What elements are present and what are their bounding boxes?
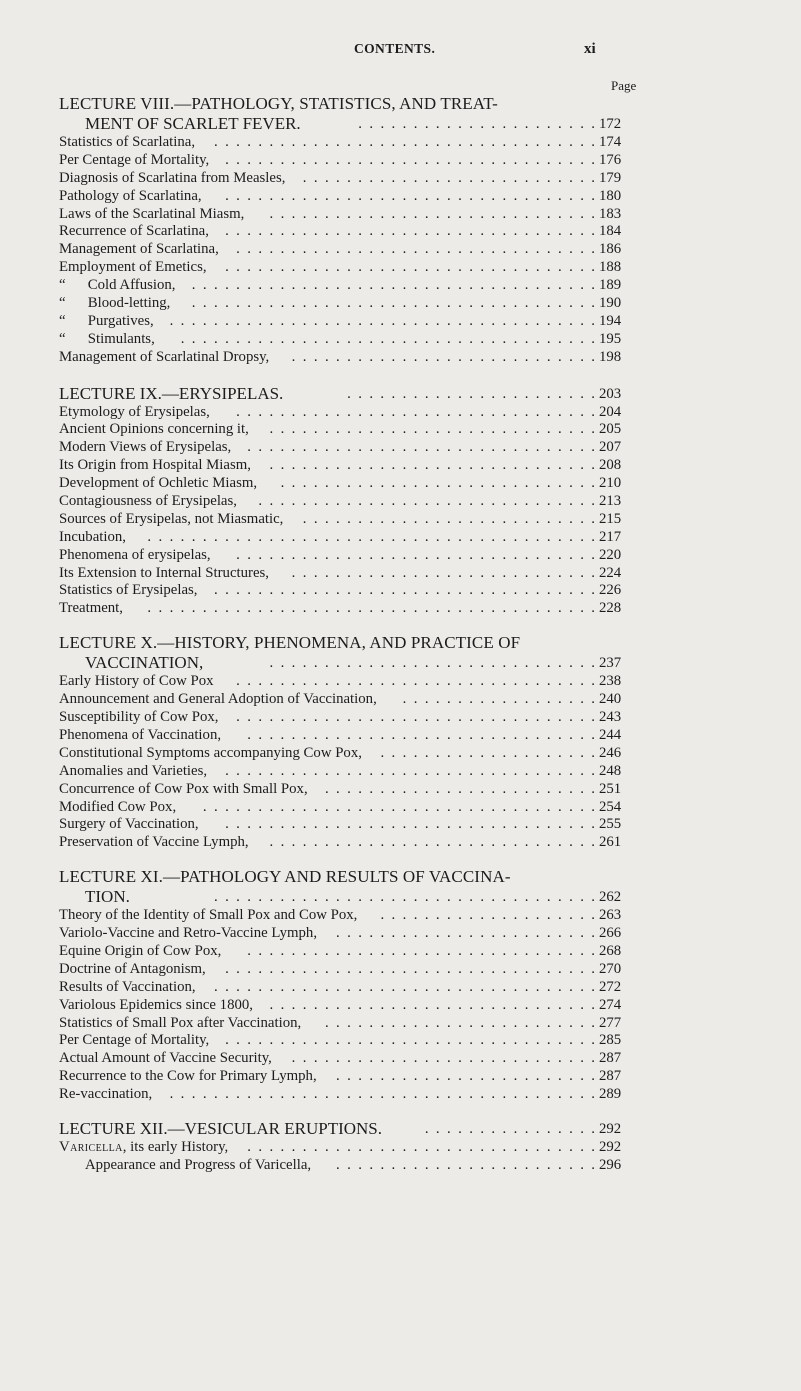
dot-leader: . . . . . . . . . . . . . . . . . . . . . . . . . [324,780,595,797]
toc-entry [59,547,629,565]
toc-entry-page: 266 [599,925,622,942]
toc-entry [59,816,629,834]
lecture-section [59,867,629,1104]
toc-entry-title: Ancient Opinions concerning it, [59,421,249,438]
toc-entry [59,457,629,475]
toc-entry-page: 263 [599,907,622,924]
lecture-page-number: 292 [599,1120,622,1137]
toc-entry-title: Recurrence to the Cow for Primary Lymph, [59,1068,317,1085]
toc-entry-title: Etymology of Erysipelas, [59,403,210,420]
lecture-page-number: 262 [599,889,622,906]
toc-entry-page: 183 [599,205,622,222]
dot-leader: . . . . . . . . . . . . . . . . . . . . . . . . . . . . . . . . . . [225,151,595,168]
toc-entry [59,529,629,547]
toc-entry-title: Surgery of Vaccination, [59,816,199,833]
toc-entry [59,709,629,727]
toc-entry-page: 296 [599,1156,622,1173]
dot-leader: . . . . . . . . . . . . . . . . . . . . . . . . . . . . [291,1050,595,1067]
lecture-title [59,94,629,114]
toc-entry [59,439,629,457]
lecture-section [59,1119,629,1175]
toc-entry-title: Modern Views of Erysipelas, [59,439,232,456]
toc-entry [59,170,629,188]
toc-entry [59,997,629,1015]
toc-entry-page: 285 [599,1032,622,1049]
dot-leader: . . . . . . . . . . . . . . . . . . . . . . . . . . . . . . . . . . . . . [191,277,595,294]
dot-leader: . . . . . . . . . . . . . . . . . . . . . . . . . . . . . [280,475,595,492]
dot-leader: . . . . . . . . . . . . . . . . . . . . . . [358,116,595,132]
lecture-section [59,633,629,852]
toc-entry-title: Variolo-Vaccine and Retro-Vaccine Lymph, [59,925,318,942]
dot-leader: . . . . . . . . . . . . . . . . . . . . . . . [347,385,595,402]
toc-entry [59,745,629,763]
toc-entry-page: 238 [599,673,622,690]
dot-leader: . . . . . . . . . . . . . . . . . . . . . . . . . . . . . . . . . . [225,259,595,276]
dot-leader: . . . . . . . . . . . . . . . . . . [402,691,595,708]
toc-entry-page: 287 [599,1050,622,1067]
toc-entry-page: 186 [599,241,622,258]
dot-leader: . . . . . . . . . . . . . . . . . . . . . . . . . . . . . . . . [247,942,595,959]
dot-leader: . . . . . . . . . . . . . . . . . . . . . . . . . . . . . . [269,834,595,851]
toc-entry-title: Per Centage of Mortality, [59,151,210,168]
toc-entry-page: 244 [599,726,622,743]
page-column-label: Page [611,78,637,93]
dot-leader: . . . . . . . . . . . . . . . . . . . . . . . . . . . . . . . . . . . . . . . [169,1086,595,1103]
dot-leader: . . . . . . . . . . . . . . . . [424,1120,595,1137]
toc-entry-page: 287 [599,1068,622,1085]
toc-entry-title: Management of Scarlatina, [59,241,219,258]
dot-leader: . . . . . . . . . . . . . . . . . . . . . . . . . . . . . . . . . . [225,762,595,779]
dot-leader: . . . . . . . . . . . . . . . . . . . . . . . . . [324,1014,595,1031]
toc-entry-title: Phenomena of Vaccination, [59,726,222,743]
dot-leader: . . . . . . . . . . . . . . . . . . . . [380,744,595,761]
toc-entry [59,1015,629,1033]
toc-entry-title: Statistics of Scarlatina, [59,134,196,150]
toc-entry-title: Actual Amount of Vaccine Security, [59,1050,272,1067]
toc-entry-page: 174 [599,134,622,150]
toc-entry [59,1086,629,1104]
dot-leader: . . . . . . . . . . . . . . . . . . . . . . . . . . . . . . . [258,493,595,510]
toc-entry-page: 208 [599,457,622,474]
dot-leader: . . . . . . . . . . . . . . . . . . . . . . . . . . . . . . [269,457,595,474]
toc-entry [59,673,629,691]
toc-entry-title: Doctrine of Antagonism, [59,960,206,977]
toc-entry-title: Phenomena of erysipelas, [59,546,211,563]
toc-entry [59,259,629,277]
toc-entry-title: “ Blood-letting, [59,295,171,312]
toc-entry-page: 248 [599,762,622,779]
toc-entry-page: 205 [599,421,622,438]
toc-entry-title: Contagiousness of Erysipelas, [59,493,237,510]
toc-entry [59,349,629,367]
toc-entry [59,763,629,781]
dot-leader: . . . . . . . . . . . . . . . . . . . . . . . . . . . . . . . . . [236,709,595,726]
dot-leader: . . . . . . . . . . . . . . . . . . . . . . . . . . . . . . [269,996,595,1013]
toc-entry-title: Susceptibility of Cow Pox, [59,709,219,726]
toc-entry [59,1157,629,1175]
toc-entry-page: 207 [599,439,622,456]
lecture-title-text: LECTURE XII.—VESICULAR ERUPTIONS. [59,1118,382,1138]
dot-leader: . . . . . . . . . . . . . . . . . . . . . . . . . . . . . . . . . . . . . . . . . [147,528,595,545]
toc-entry-page: 251 [599,780,622,797]
toc-entry [59,493,629,511]
toc-entry-page: 188 [599,259,622,276]
dot-leader: . . . . . . . . . . . . . . . . . . . . . . . . . . . . . . . . . . [225,223,595,240]
toc-entry-title: Varicella, its early History, [59,1138,229,1155]
dot-leader: . . . . . . . . . . . . . . . . . . . . . . . . . . . . [291,564,595,581]
lecture-title [59,1119,629,1139]
dot-leader: . . . . . . . . . . . . . . . . . . . . . . . . . . . . . . . . . . [225,960,595,977]
dot-leader: . . . . . . . . . . . . . . . . . . . . . . . . . . . . . . [269,655,595,672]
toc-entry-title: Early History of Cow Pox [59,673,214,690]
toc-entry-page: 210 [599,475,622,492]
toc-entry [59,565,629,583]
lecture-title-continuation [59,114,629,134]
toc-entry-title: Statistics of Erysipelas, [59,582,198,599]
toc-entry-page: 184 [599,223,622,240]
dot-leader: . . . . . . . . . . . . . . . . . . . . . . . . . . . . . . [269,205,595,222]
toc-entry-page: 292 [599,1138,622,1155]
toc-entry [59,1050,629,1068]
dot-leader: . . . . . . . . . . . . . . . . . . . . . . . . [336,1068,595,1085]
toc-entry-title: Constitutional Symptoms accompanying Cow Pox, [59,744,362,761]
toc-entry [59,943,629,961]
toc-entry-page: 272 [599,978,622,995]
toc-entry-page: 176 [599,151,622,168]
dot-leader: . . . . . . . . . . . . . . . . . . . . . . . . . . . . . . . . [247,439,595,456]
toc-entry-page: 228 [599,600,622,617]
toc-entry-title: Announcement and General Adoption of Vaccination, [59,691,377,708]
lecture-title-text: MENT OF SCARLET FEVER. [85,114,301,133]
toc-entry-page: 243 [599,709,622,726]
toc-entry-page: 213 [599,493,622,510]
toc-entry-page: 179 [599,169,622,186]
toc-entry-page: 270 [599,960,622,977]
toc-entry [59,152,629,170]
lecture-title [59,867,629,887]
lecture-title [59,633,629,653]
toc-entry-page: 190 [599,295,622,312]
toc-entry-title: Anomalies and Varieties, [59,762,208,779]
dot-leader: . . . . . . . . . . . . . . . . . . . . . . . . . . . . . . . . . [236,546,595,563]
toc-entry [59,1139,629,1157]
lecture-section [59,384,629,619]
toc-entry-title: Its Origin from Hospital Miasm, [59,457,251,474]
lecture-page-number: 203 [599,385,622,402]
dot-leader: . . . . . . . . . . . . . . . . . . . . . . . . . . . . . . . . . . . [213,134,595,150]
toc-entry-page: 189 [599,277,622,294]
toc-entry [59,295,629,313]
toc-entry-page: 268 [599,942,622,959]
dot-leader: . . . . . . . . . . . . . . . . . . . . . . . . . . . . . . . . . . . . [202,798,595,815]
toc-entry-page: 240 [599,691,622,708]
toc-entry-page: 274 [599,996,622,1013]
toc-entry [59,1068,629,1086]
toc-entry [59,582,629,600]
toc-entry-page: 195 [599,330,622,347]
dot-leader: . . . . . . . . . . . . . . . . . . . . . . . . . . . . . . . . . . . [213,978,595,995]
toc-entry [59,313,629,331]
toc-entry-page: 246 [599,744,622,761]
toc-entry [59,907,629,925]
dot-leader: . . . . . . . . . . . . . . . . . . . . . . . . . . . . . . . . [247,1138,595,1155]
dot-leader: . . . . . . . . . . . . . . . . . . . . [380,907,595,924]
toc-entry-title: “ Stimulants, [59,330,155,347]
lecture-section [59,94,629,367]
toc-entry-page: 254 [599,798,622,815]
toc-entry-title: “ Cold Affusion, [59,277,176,294]
toc-entry-page: 198 [599,348,622,365]
running-header [0,41,801,61]
toc-entry [59,404,629,422]
toc-entry-title: Laws of the Scarlatinal Miasm, [59,205,245,222]
lecture-title-text: VACCINATION, [85,653,204,673]
lecture-title-text: LECTURE X.—HISTORY, PHENOMENA, AND PRACTICE OF [59,633,521,653]
toc-entry-title: Treatment, [59,600,123,617]
folio-page-number: xi [584,41,596,57]
toc-entry [59,421,629,439]
table-of-contents [59,94,629,1175]
toc-entry-page: 289 [599,1086,622,1103]
dot-leader: . . . . . . . . . . . . . . . . . . . . . . . . . . . [302,169,595,186]
toc-entry-page: 277 [599,1014,622,1031]
toc-entry-title: Diagnosis of Scarlatina from Measles, [59,169,286,186]
toc-entry [59,925,629,943]
toc-entry [59,781,629,799]
lecture-title-text: TION. [85,887,130,907]
dot-leader: . . . . . . . . . . . . . . . . . . . . . . . . . . . . . . . . [247,726,595,743]
toc-entry-title: Recurrence of Scarlatina, [59,223,209,240]
toc-entry-page: 226 [599,582,622,599]
toc-entry [59,834,629,852]
toc-entry-title: Appearance and Progress of Varicella, [85,1156,312,1173]
dot-leader: . . . . . . . . . . . . . . . . . . . . . . . . . . . . . . . . . . . . . . . . . [147,600,595,617]
toc-entry-title: Modified Cow Pox, [59,798,177,815]
toc-entry-title: Preservation of Vaccine Lymph, [59,834,249,851]
toc-entry [59,691,629,709]
dot-leader: . . . . . . . . . . . . . . . . . . . . . . . . . . . . . . . . . . [225,187,595,204]
toc-entry [59,961,629,979]
lecture-title-text: LECTURE VIII.—PATHOLOGY, STATISTICS, AND TREAT- [59,94,498,113]
dot-leader: . . . . . . . . . . . . . . . . . . . . . . . . . . . . . . . . . [236,403,595,420]
toc-entry-title: Per Centage of Mortality, [59,1032,210,1049]
toc-entry-title: Results of Vaccination, [59,978,196,995]
toc-entry-page: 217 [599,528,622,545]
running-header-title: CONTENTS. [354,41,436,56]
dot-leader: . . . . . . . . . . . . . . . . . . . . . . . . . . . . . . . . . . . [213,889,595,906]
dot-leader: . . . . . . . . . . . . . . . . . . . . . . . . [336,925,595,942]
toc-entry-title: Sources of Erysipelas, not Miasmatic, [59,510,284,527]
lecture-title [59,384,629,404]
toc-entry-title: Equine Origin of Cow Pox, [59,942,222,959]
toc-entry [59,331,629,349]
dot-leader: . . . . . . . . . . . . . . . . . . . . . . . . . . . . . . . . . . . . . . . [169,312,595,329]
toc-entry [59,600,629,618]
toc-entry-page: 215 [599,510,622,527]
dot-leader: . . . . . . . . . . . . . . . . . . . . . . . . . . . . [291,348,595,365]
toc-entry-title: “ Purgatives, [59,312,154,329]
dot-leader: . . . . . . . . . . . . . . . . . . . . . . . . . . . . . . . . . . [225,1032,595,1049]
toc-entry [59,134,629,152]
toc-entry-title: Employment of Emetics, [59,259,207,276]
toc-entry-page: 194 [599,312,622,329]
dot-leader: . . . . . . . . . . . . . . . . . . . . . . . . . . . . . . . . . . . . . . [180,330,595,347]
toc-entry-title: Theory of the Identity of Small Pox and Cow Pox, [59,907,358,924]
dot-leader: . . . . . . . . . . . . . . . . . . . . . . . . . . . . . . . . . . . [213,582,595,599]
dot-leader: . . . . . . . . . . . . . . . . . . . . . . . . [336,1156,595,1173]
lecture-title-continuation [59,887,629,907]
toc-entry [59,277,629,295]
lecture-page-number: 237 [599,655,622,672]
toc-entry [59,799,629,817]
toc-entry [59,206,629,224]
toc-entry [59,223,629,241]
dot-leader: . . . . . . . . . . . . . . . . . . . . . . . . . . . [302,510,595,527]
toc-entry [59,1032,629,1050]
dot-leader: . . . . . . . . . . . . . . . . . . . . . . . . . . . . . . [269,421,595,438]
toc-entry-page: 220 [599,546,622,563]
toc-entry-page: 180 [599,187,622,204]
lecture-title-continuation [59,653,629,673]
lecture-page-number: 172 [599,116,622,132]
toc-entry-page: 204 [599,403,622,420]
toc-entry-title: Statistics of Small Pox after Vaccination, [59,1014,302,1031]
toc-entry [59,979,629,997]
toc-entry-title: Development of Ochletic Miasm, [59,475,258,492]
lecture-title-text: LECTURE XI.—PATHOLOGY AND RESULTS OF VACCINA- [59,867,511,887]
lecture-title-text: LECTURE IX.—ERYSIPELAS. [59,383,284,403]
toc-entry-title: Re-vaccination, [59,1086,153,1103]
toc-entry [59,475,629,493]
toc-entry-title: Management of Scarlatinal Dropsy, [59,348,270,365]
toc-entry [59,241,629,259]
toc-entry-title: Variolous Epidemics since 1800, [59,996,253,1013]
dot-leader: . . . . . . . . . . . . . . . . . . . . . . . . . . . . . . . . . . . . . [191,295,595,312]
dot-leader: . . . . . . . . . . . . . . . . . . . . . . . . . . . . . . . . . . [225,816,595,833]
dot-leader: . . . . . . . . . . . . . . . . . . . . . . . . . . . . . . . . . [236,241,595,258]
toc-entry [59,511,629,529]
toc-entry-title: Its Extension to Internal Structures, [59,564,269,581]
toc-entry-page: 224 [599,564,622,581]
toc-entry-page: 255 [599,816,622,833]
toc-entry-title: Incubation, [59,528,126,545]
toc-entry-title: Concurrence of Cow Pox with Small Pox, [59,780,308,797]
toc-entry [59,188,629,206]
toc-entry-page: 261 [599,834,622,851]
dot-leader: . . . . . . . . . . . . . . . . . . . . . . . . . . . . . . . . . [236,673,595,690]
toc-entry [59,727,629,745]
toc-entry-title: Pathology of Scarlatina, [59,187,202,204]
